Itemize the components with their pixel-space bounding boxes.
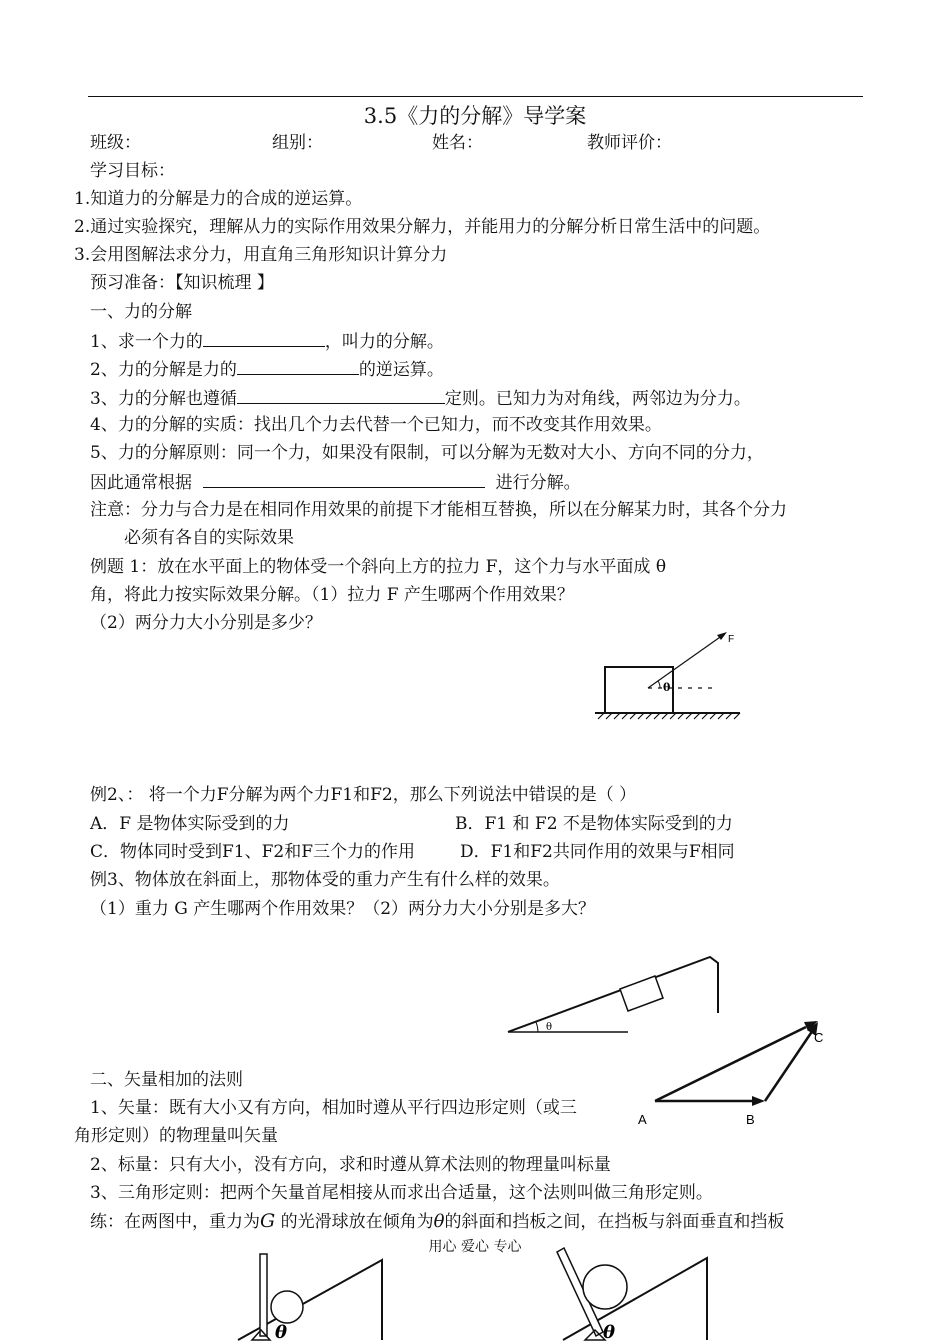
- force-arrow-line: [648, 635, 723, 688]
- objective-item: 1.知道力的分解是力的合成的逆运算。: [74, 189, 363, 209]
- example2-option-d: D．F1和F2共同作用的效果与F相同: [460, 842, 735, 862]
- question-5-line1: 5、力的分解原则：同一个力，如果没有限制，可以分解为无数对大小、方向不同的分力，: [90, 443, 764, 463]
- page-title: 3.5《力的分解》导学案: [363, 104, 587, 128]
- question-2-text-b: 的逆运算。: [358, 360, 444, 380]
- field-teacher-eval: 教师评价：: [587, 133, 672, 153]
- section2-p1-line1: 1、矢量：既有大小又有方向，相加时遵从平行四边形定则（或三: [90, 1098, 577, 1118]
- angle-arc: [658, 681, 660, 688]
- vector-bc: [765, 1030, 813, 1101]
- question-5-line2: [90, 471, 581, 493]
- question-3-text-b: 定则。已知力为对角线，两邻边为分力。: [444, 389, 751, 409]
- vector-triangle-figure: [630, 1015, 830, 1130]
- force-label: F: [728, 634, 735, 645]
- block-on-incline: [620, 976, 663, 1011]
- ball-right: [583, 1265, 627, 1309]
- example2-option-c: C．物体同时受到F1、F2和F三个力的作用: [90, 842, 416, 862]
- vector-ac: [655, 1027, 806, 1101]
- exercise-line: [90, 1211, 784, 1232]
- section2-p3: 3、三角形定则：把两个矢量首尾相接从而求出合适量，这个法则叫做三角形定则。: [90, 1183, 713, 1203]
- section2-p2: 2、标量：只有大小，没有方向，求和时遵从算术法则的物理量叫标量: [90, 1155, 611, 1175]
- objective-item: 2.通过实验探究，理解从力的实际作用效果分解力，并能用力的分解分析日常生活中的问题。: [74, 217, 771, 237]
- g-symbol: G: [260, 1210, 276, 1232]
- question-1: [90, 330, 444, 352]
- example2-option-b: B．F1 和 F2 不是物体实际受到的力: [455, 814, 733, 834]
- example1-line2: 角，将此力按实际效果分解。（1）拉力 F 产生哪两个作用效果？: [90, 585, 574, 605]
- question-4: 4、力的分解的实质：找出几个力去代替一个已知力，而不改变其作用效果。: [90, 415, 662, 435]
- question-5-text-b: 进行分解。: [495, 473, 581, 493]
- baffle-left: [260, 1254, 267, 1336]
- section2-p1-line2: 角形定则）的物理量叫矢量: [74, 1126, 278, 1146]
- theta-label-left: θ: [275, 1322, 288, 1342]
- answer-blank[interactable]: [237, 358, 359, 375]
- section2-title: 二、矢量相加的法则: [90, 1070, 243, 1090]
- vector-ab-head: [752, 1096, 765, 1106]
- preview-heading: 预习准备：【知识梳理 】: [90, 273, 274, 293]
- vertex-b-label: B: [746, 1112, 755, 1127]
- angle-label: θ: [546, 1022, 553, 1033]
- angle-arc: [536, 1022, 538, 1032]
- example3-line2: （1）重力 G 产生哪两个作用效果？（2）两分力大小分别是多大？: [90, 899, 596, 919]
- example1-line3: （2）两分力大小分别是多少？: [90, 613, 322, 633]
- exercise-prefix: 练：在两图中，重力为: [90, 1212, 260, 1232]
- exercise-figure-right: [555, 1250, 715, 1342]
- exercise-figure-left: [230, 1252, 390, 1342]
- example2-stem: 例2、： 将一个力F分解为两个力F1和F2，那么下列说法中错误的是（ ）: [90, 785, 637, 805]
- page-footer: 用心 爱心 专心: [428, 1239, 522, 1255]
- note-line1: 注意：分力与合力是在相同作用效果的前提下才能相互替换，所以在分解某力时，其各个分力: [90, 500, 787, 520]
- exercise-suffix: 的斜面和挡板之间，在挡板与斜面垂直和挡板: [444, 1212, 785, 1232]
- answer-blank[interactable]: [237, 387, 445, 404]
- question-5-text-a: 因此通常根据: [90, 473, 192, 493]
- example3-line1: 例3、物体放在斜面上，那物体受的重力产生有什么样的效果。: [90, 870, 560, 890]
- angle-label: θ: [663, 681, 671, 694]
- exercise-middle: 的光滑球放在倾角为: [275, 1212, 434, 1232]
- objectives-heading: 学习目标：: [90, 161, 175, 181]
- objective-item: 3.会用图解法求分力，用直角三角形知识计算分力: [74, 245, 448, 265]
- ball-left: [271, 1291, 303, 1323]
- example1-line1: 例题 1：放在水平面上的物体受一个斜向上方的拉力 F，这个力与水平面成 θ: [90, 557, 667, 577]
- header-rule: [88, 96, 863, 97]
- section1-title: 一、力的分解: [90, 302, 192, 322]
- question-3: [90, 387, 751, 409]
- vertex-a-label: A: [638, 1112, 647, 1127]
- example1-figure: [590, 625, 750, 725]
- answer-blank[interactable]: [203, 330, 325, 347]
- question-1-text-a: 1、求一个力的: [90, 332, 203, 352]
- field-class: 班级：: [90, 133, 141, 153]
- question-1-text-b: ，叫力的分解。: [324, 332, 444, 352]
- question-3-text-a: 3、力的分解也遵循: [90, 389, 237, 409]
- theta-symbol: θ: [433, 1211, 445, 1232]
- question-2-text-a: 2、力的分解是力的: [90, 360, 237, 380]
- field-name: 姓名：: [432, 133, 483, 153]
- field-group: 组别：: [272, 133, 323, 153]
- example2-option-a: A．F 是物体实际受到的力: [90, 814, 290, 834]
- answer-blank[interactable]: [203, 471, 485, 488]
- vertex-c-label: C: [814, 1030, 824, 1045]
- question-2: [90, 358, 444, 380]
- theta-label-right: θ: [603, 1322, 616, 1342]
- note-line2: 必须有各自的实际效果: [124, 528, 294, 548]
